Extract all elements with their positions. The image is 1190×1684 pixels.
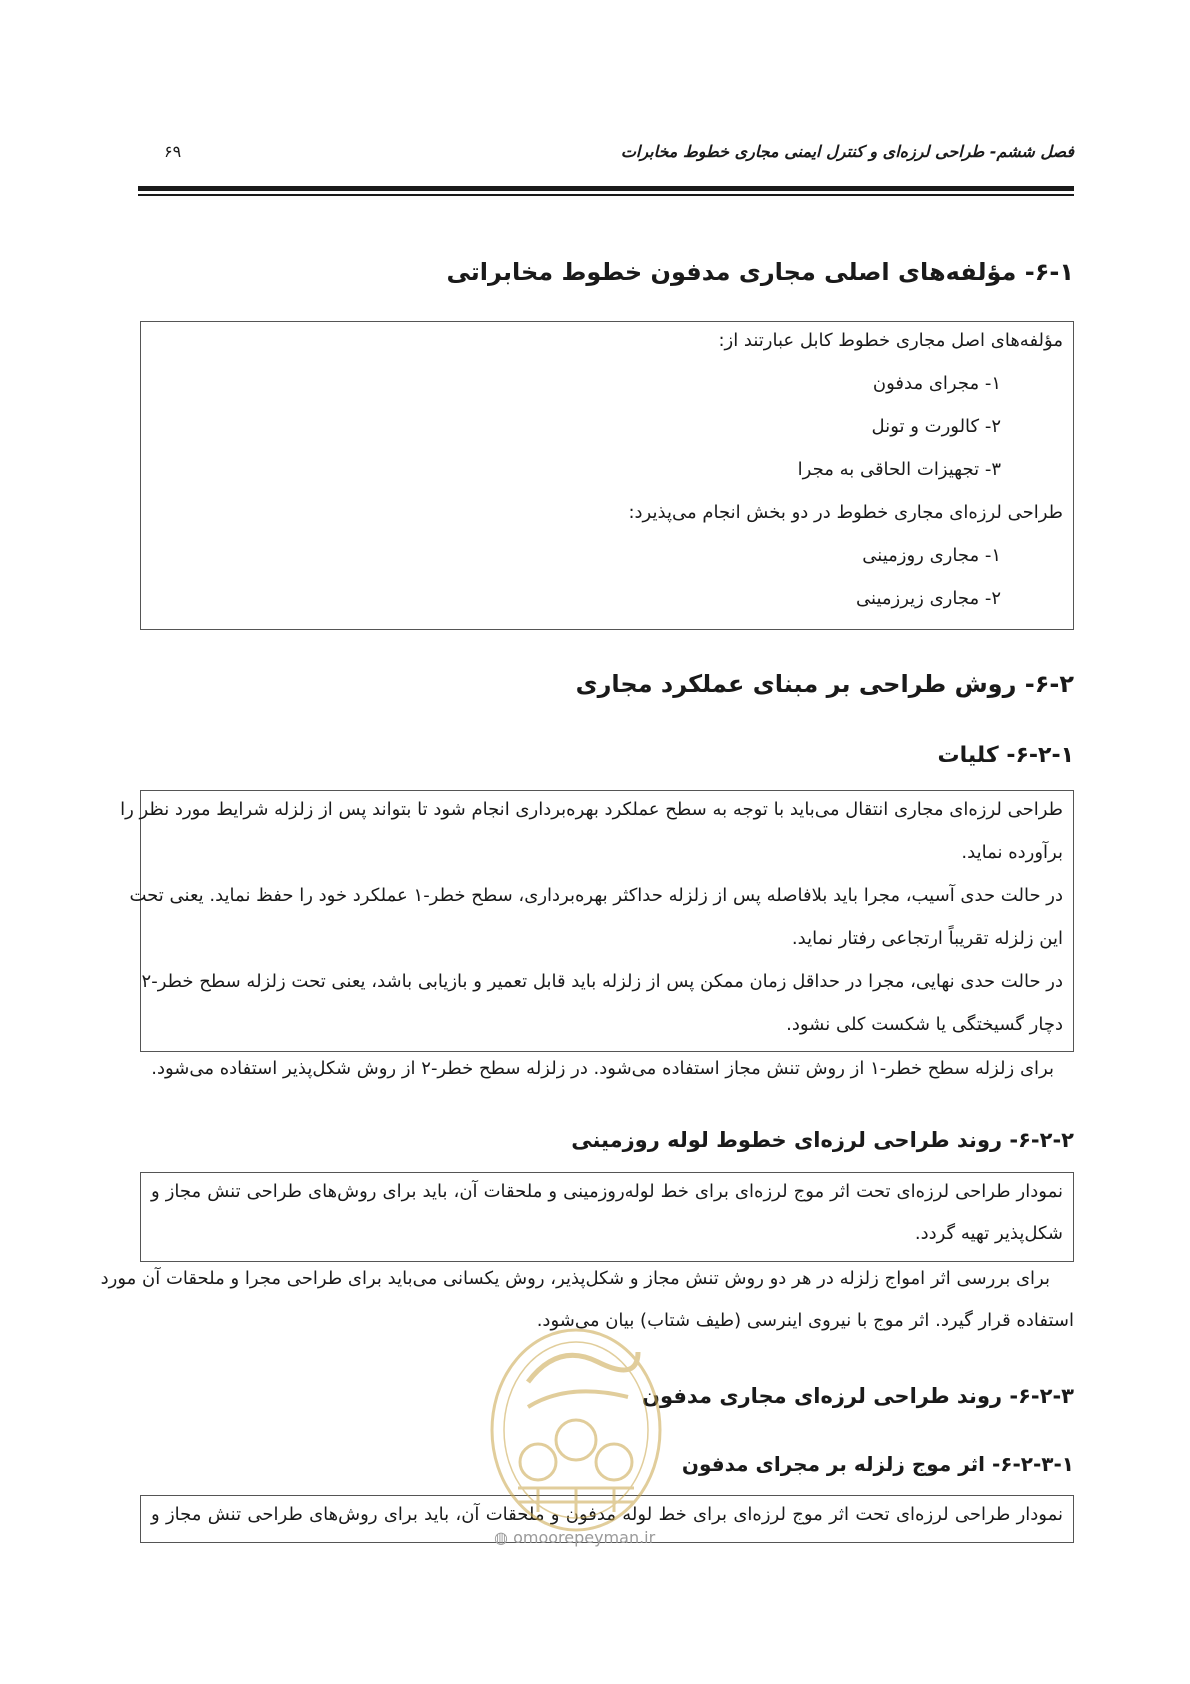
chapter-title: فصل ششم- طراحی لرزه‌ای و کنترل ایمنی مجاری خطوط مخابرات — [620, 142, 1074, 161]
paragraph-line: برای بررسی اثر امواج زلزله در هر دو روش تنش مجاز و شکل‌پذیر، روش یکسانی می‌باید برای طراحی مجرا و ملحقات آن مورد — [100, 1268, 1050, 1289]
paragraph-line: این زلزله تقریباً ارتجاعی رفتار نماید. — [791, 928, 1063, 949]
paragraph-line: شکل‌پذیر تهیه گردد. — [914, 1223, 1063, 1244]
page-number: ۶۹ — [164, 142, 182, 161]
components-box — [140, 321, 1074, 630]
design-intro: طراحی لرزه‌ای مجاری خطوط در دو بخش انجام می‌پذیرد: — [628, 502, 1063, 523]
paragraph-line: برآورده نماید. — [961, 842, 1063, 863]
components-intro: مؤلفه‌های اصل مجاری خطوط کابل عبارتند از: — [718, 330, 1063, 351]
component-item: ۲- کالورت و تونل — [871, 416, 1001, 437]
method-note: برای زلزله سطح خطر-۱ از روش تنش مجاز استفاده می‌شود. در زلزله سطح خطر-۲ از روش شکل‌پذیر استفاده می‌شود. — [151, 1058, 1054, 1079]
component-item: ۳- تجهیزات الحاقی به مجرا — [797, 459, 1001, 480]
header-rule-thick — [138, 186, 1074, 191]
paragraph-line: در حالت حدی نهایی، مجرا در حداقل زمان ممکن پس از زلزله باید قابل تعمیر و بازیابی باشد، یعنی تحت زلزله سطح خطر-۲ — [141, 971, 1063, 992]
aboveground-box — [140, 1172, 1074, 1262]
paragraph-line: استفاده قرار گیرد. اثر موج با نیروی اینرسی (طیف شتاب) بیان می‌شود. — [536, 1310, 1074, 1331]
subsection-heading-6-2-3: ۶-۲-۳- روند طراحی لرزه‌ای مجاری مدفون — [642, 1384, 1074, 1408]
paragraph-line: نمودار طراحی لرزه‌ای تحت اثر موج لرزه‌ای برای خط لوله‌روزمینی و ملحقات آن، باید برای روش‌های طراحی تنش مجاز و — [151, 1181, 1063, 1202]
header-rule-thin — [138, 194, 1074, 196]
page-header — [138, 138, 1074, 170]
subsection-heading-6-2-2: ۶-۲-۲- روند طراحی لرزه‌ای خطوط لوله روزمینی — [571, 1128, 1074, 1152]
section-heading-6-2: ۶-۲- روش طراحی بر مبنای عملکرد مجاری — [575, 670, 1074, 698]
general-box — [120, 790, 1074, 1052]
design-part-item: ۲- مجاری زیرزمینی — [856, 588, 1001, 609]
paragraph-line: نمودار طراحی لرزه‌ای تحت اثر موج لرزه‌ای برای خط لوله مدفون و ملحقات آن، باید برای روش‌های طراحی تنش مجاز و — [151, 1504, 1063, 1525]
design-part-item: ۱- مجاری روزمینی — [862, 545, 1001, 566]
watermark-url: ◍ omoorepeyman.ir — [494, 1528, 656, 1547]
paragraph-line: دچار گسیختگی یا شکست کلی نشود. — [786, 1014, 1063, 1035]
subsection-heading-6-2-3-1: ۶-۲-۳-۱- اثر موج زلزله بر مجرای مدفون — [681, 1452, 1074, 1476]
paragraph-line: در حالت حدی آسیب، مجرا باید بلافاصله پس از زلزله حداکثر بهره‌برداری، سطح خطر-۱ عملکرد خود را حفظ نماید. یعنی تحت — [129, 885, 1063, 906]
component-item: ۱- مجرای مدفون — [872, 373, 1001, 394]
subsection-heading-6-2-1: ۶-۲-۱- کلیات — [937, 743, 1074, 768]
paragraph-line: طراحی لرزه‌ای مجاری انتقال می‌باید با توجه به سطح عملکرد بهره‌برداری انجام شود تا بتواند پس از زلزله شرایط مورد نظر را — [120, 799, 1063, 820]
globe-icon: ◍ — [494, 1528, 508, 1547]
section-heading-6-1: ۶-۱- مؤلفه‌های اصلی مجاری مدفون خطوط مخابراتی — [446, 258, 1074, 286]
